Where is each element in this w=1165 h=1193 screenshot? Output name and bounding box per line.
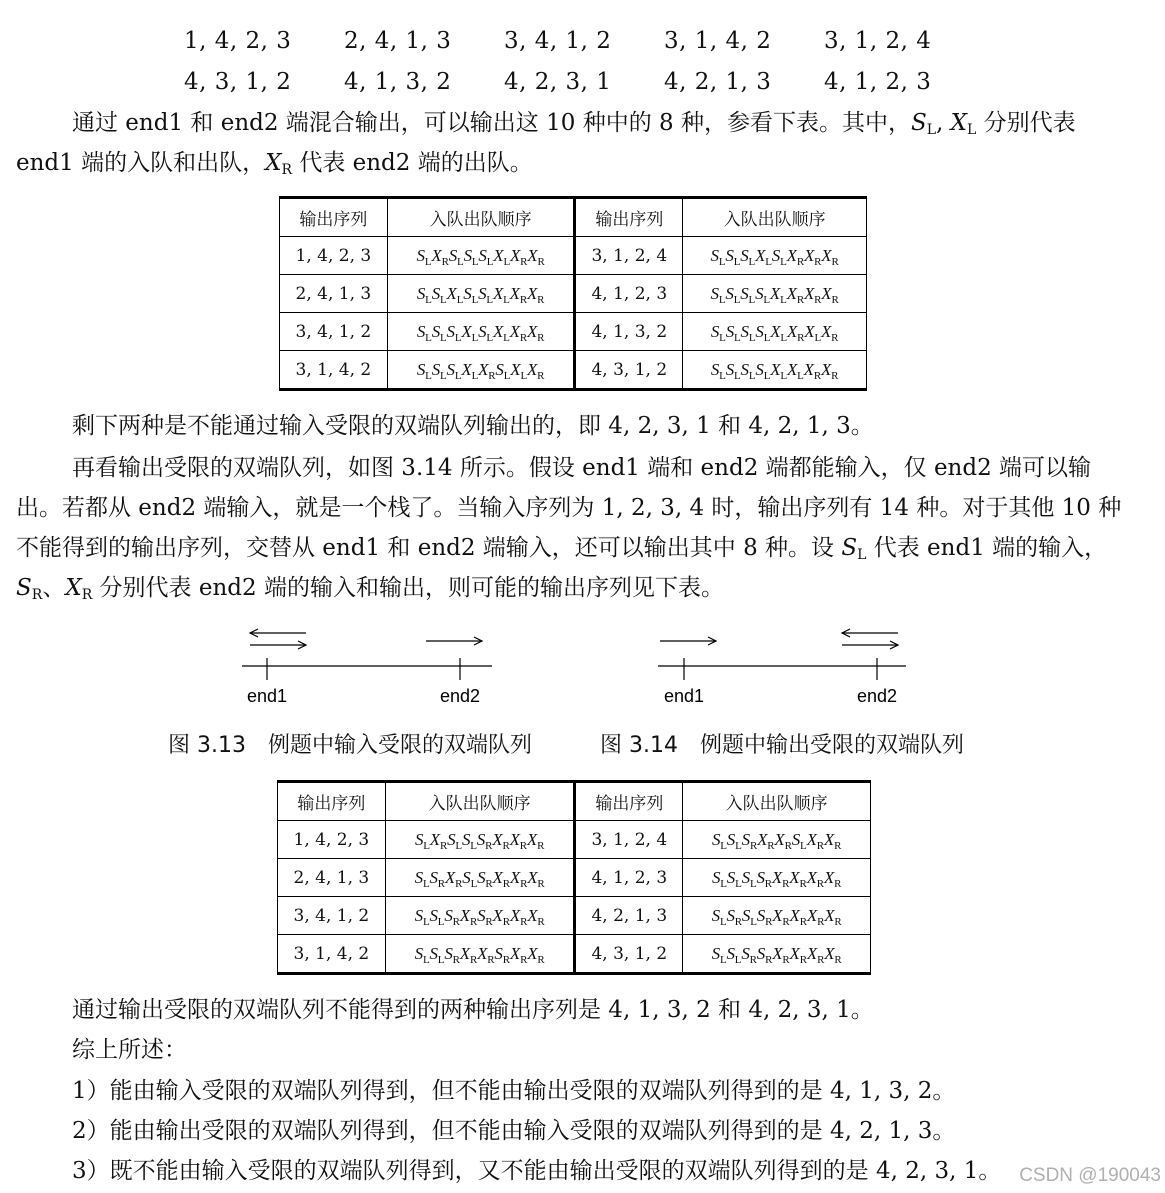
figure-caption-3-13: 图 3.13 例题中输入受限的双端队列 xyxy=(168,733,532,758)
sequence: 2, 4, 1, 3 xyxy=(344,28,452,54)
sequence: 4, 1, 3, 2 xyxy=(344,69,452,95)
output-seq-cell: 4, 1, 2, 3 xyxy=(575,859,683,897)
queue-ops-cell: $S_LX_RS_LS_LS_RX_RX_RX_R$ xyxy=(385,821,575,859)
end1-label: end1 xyxy=(663,686,705,706)
output-seq-cell: 3, 1, 2, 4 xyxy=(575,237,683,275)
output-seq-cell: 4, 2, 1, 3 xyxy=(575,897,683,935)
table-row xyxy=(278,935,871,974)
paragraph-input-restricted-intro xyxy=(16,103,1136,183)
end2-label: end2 xyxy=(856,686,898,706)
output-seq-cell: 3, 4, 1, 2 xyxy=(278,897,386,935)
output-seq-cell: 4, 1, 2, 3 xyxy=(575,275,683,313)
header-output-seq: 输出序列 xyxy=(280,198,388,237)
subscript: R xyxy=(281,162,293,178)
subscript: L xyxy=(926,122,937,138)
paragraph-remaining: 剩下两种是不能通过输入受限的双端队列输出的，即 4, 2, 3, 1 和 4, 2, 1, 3。 xyxy=(72,413,874,439)
table-row xyxy=(280,237,867,275)
output-seq-cell: 1, 4, 2, 3 xyxy=(280,237,388,275)
symbol: X xyxy=(65,575,82,601)
table-row xyxy=(280,313,867,351)
header-ops: 入队出队顺序 xyxy=(385,782,575,821)
symbol: S xyxy=(16,575,32,601)
output-seq-cell: 4, 3, 1, 2 xyxy=(575,935,683,974)
output-seq-cell: 2, 4, 1, 3 xyxy=(278,859,386,897)
sequence-row-1 xyxy=(184,28,984,54)
text: 分别代表 end2 端的输入和输出，则可能的输出序列见下表。 xyxy=(92,575,724,601)
end1-label: end1 xyxy=(246,686,288,706)
queue-ops-cell: $S_LS_LS_LS_LX_LX_RX_LX_R$ xyxy=(683,313,867,351)
table-row xyxy=(278,821,871,859)
queue-ops-cell: $S_LS_LS_RX_RS_RX_RX_RX_R$ xyxy=(385,897,575,935)
sequence: 4, 1, 2, 3 xyxy=(824,69,932,95)
text: , xyxy=(936,110,951,136)
conclusion-3: 3）既不能由输入受限的双端队列得到，又不能由输出受限的双端队列得到的是 4, 2, 3, 1。 xyxy=(72,1158,1002,1184)
queue-ops-cell: $S_LS_LS_LS_LX_LX_LX_RX_R$ xyxy=(683,351,867,390)
queue-ops-cell: $S_LX_RS_LS_LS_LX_LX_RX_R$ xyxy=(387,237,575,275)
output-seq-cell: 3, 1, 4, 2 xyxy=(278,935,386,974)
output-seq-cell: 1, 4, 2, 3 xyxy=(278,821,386,859)
sequence: 3, 1, 4, 2 xyxy=(664,28,772,54)
paragraph-summary-heading: 综上所述： xyxy=(72,1037,187,1063)
symbol: X xyxy=(265,150,282,176)
text: 、 xyxy=(42,575,66,601)
text: 通过 end1 和 end2 端混合输出，可以输出这 10 种中的 8 种，参看下表。其中， xyxy=(72,110,911,136)
table-row xyxy=(278,859,871,897)
figure-caption-3-14: 图 3.14 例题中输出受限的双端队列 xyxy=(600,733,964,758)
queue-ops-cell: $S_LS_LS_LX_LS_LX_LX_RX_R$ xyxy=(387,313,575,351)
output-seq-cell: 4, 1, 3, 2 xyxy=(575,313,683,351)
sequence: 1, 4, 2, 3 xyxy=(184,28,292,54)
symbol: X xyxy=(950,110,968,136)
queue-ops-cell: $S_LS_LS_RS_RX_RX_RX_RX_R$ xyxy=(683,935,871,974)
queue-ops-cell: $S_LS_LS_RX_RX_RS_RX_RX_R$ xyxy=(385,935,575,974)
sequence: 4, 3, 1, 2 xyxy=(184,69,292,95)
text: 分别代表 end1 端的入队和出队， xyxy=(16,110,1076,176)
table-header-row xyxy=(278,782,871,821)
output-seq-cell: 2, 4, 1, 3 xyxy=(280,275,388,313)
queue-ops-cell: $S_LS_LS_LS_RX_RX_RX_RX_R$ xyxy=(683,859,871,897)
end2-label: end2 xyxy=(439,686,481,706)
subscript: L xyxy=(857,547,867,563)
queue-ops-cell: $S_LS_LS_LS_LX_LX_RX_RX_R$ xyxy=(683,275,867,313)
sequence: 4, 2, 3, 1 xyxy=(504,69,612,95)
sequence-row-2 xyxy=(184,69,984,95)
queue-ops-cell: $S_LS_LS_RX_RX_RS_LX_RX_R$ xyxy=(683,821,871,859)
deque-figures xyxy=(230,620,930,710)
header-ops: 入队出队顺序 xyxy=(683,782,871,821)
table-row xyxy=(280,275,867,313)
paragraph-output-unreachable: 通过输出受限的双端队列不能得到的两种输出序列是 4, 1, 3, 2 和 4, 2, 3, 1。 xyxy=(72,997,874,1023)
header-ops: 入队出队顺序 xyxy=(683,198,867,237)
queue-ops-cell: $S_LS_LX_LS_LS_LX_LX_RX_R$ xyxy=(387,275,575,313)
queue-ops-cell: $S_LS_RS_LS_RX_RX_RX_RX_R$ xyxy=(683,897,871,935)
symbol: S xyxy=(841,535,858,561)
figure-3-14 xyxy=(658,629,906,706)
table-row xyxy=(280,351,867,390)
text: 代表 end2 端的出队。 xyxy=(292,150,533,176)
output-restricted-table xyxy=(277,780,871,975)
text: 代表 end1 端的输入， xyxy=(866,535,1108,561)
output-seq-cell: 3, 4, 1, 2 xyxy=(280,313,388,351)
conclusion-2: 2）能由输出受限的双端队列得到，但不能由输入受限的双端队列得到的是 4, 2, 1, 3。 xyxy=(72,1118,956,1144)
table-header-row xyxy=(280,198,867,237)
header-output-seq: 输出序列 xyxy=(575,782,683,821)
subscript: R xyxy=(81,587,93,603)
queue-ops-cell: $S_LS_LS_LX_LX_RS_LX_LX_R$ xyxy=(387,351,575,390)
watermark: CSDN @190043 xyxy=(1019,1165,1161,1186)
symbol: S xyxy=(910,110,927,136)
output-seq-cell: 3, 1, 2, 4 xyxy=(575,821,683,859)
queue-ops-cell: $S_LS_RX_RS_LS_RX_RX_RX_R$ xyxy=(385,859,575,897)
sequence: 3, 4, 1, 2 xyxy=(504,28,612,54)
input-restricted-table xyxy=(279,196,867,391)
subscript: L xyxy=(967,122,977,138)
subscript: R xyxy=(31,587,43,603)
header-output-seq: 输出序列 xyxy=(278,782,386,821)
header-output-seq: 输出序列 xyxy=(575,198,683,237)
queue-ops-cell: $S_LS_LS_LX_LS_LX_RX_RX_R$ xyxy=(683,237,867,275)
output-seq-cell: 4, 3, 1, 2 xyxy=(575,351,683,390)
sequence: 3, 1, 2, 4 xyxy=(824,28,932,54)
output-seq-cell: 3, 1, 4, 2 xyxy=(280,351,388,390)
figure-3-13 xyxy=(242,629,492,706)
sequence: 4, 2, 1, 3 xyxy=(664,69,772,95)
header-ops: 入队出队顺序 xyxy=(387,198,575,237)
table-row xyxy=(278,897,871,935)
text: 再看输出受限的双端队列，如图 3.14 所示。假设 end1 端和 end2 端都能输入，仅 end2 端可以输出。若都从 end2 端输入，就是一个栈了。当输入序列为 1, 2, 3, 4 时，输出序列有 14 种。对于其他 10 种不能得到的输出序列，交替从 end1 和 end2 端输入，还可以输出其中 8 种。设 xyxy=(16,455,1122,561)
conclusion-1: 1）能由输入受限的双端队列得到，但不能由输出受限的双端队列得到的是 4, 1, 3, 2。 xyxy=(72,1078,956,1104)
paragraph-output-restricted-intro xyxy=(16,448,1136,608)
